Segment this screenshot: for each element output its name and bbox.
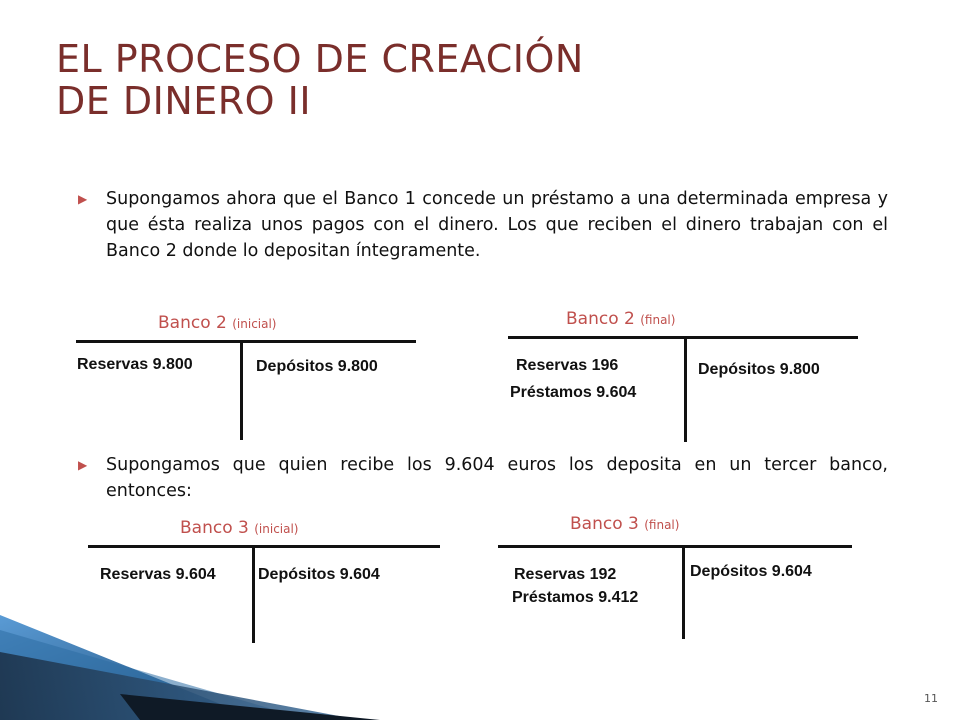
decorative-swoosh [0,590,400,720]
banco3-final-qualifier: (final) [644,518,680,532]
slide-title-line2: DE DINERO II [56,79,312,123]
banco3-final-vline [682,545,685,639]
bullet-arrow-icon: ▶ [78,458,88,472]
banco2-inicial-vline [240,340,243,440]
banco3-final-hline [498,545,852,548]
banco2-final-qualifier: (final) [640,313,676,327]
banco3-inicial-asset-0: Reservas 9.604 [100,566,216,583]
banco2-inicial-name: Banco 2 [158,313,227,333]
bullet-text-1: Supongamos ahora que el Banco 1 concede un préstamo a una determinada empresa y que ésta realiza unos pagos con el dinero. Los que reciben el dinero trabajan con el Banco 2 donde lo depositan íntegramente. [106,189,888,261]
banco2-inicial-qualifier: (inicial) [232,317,277,331]
banco2-final-label [566,309,675,329]
banco2-inicial-liability-0: Depósitos 9.800 [256,358,378,375]
bullet-arrow-icon: ▶ [78,192,88,206]
bullet-text-2: Supongamos que quien recibe los 9.604 euros los deposita en un tercer banco, entonces: [106,455,888,501]
banco3-final-name: Banco 3 [570,514,639,534]
banco2-final-asset-0: Reservas 196 [516,357,619,374]
banco3-inicial-name: Banco 3 [180,518,249,538]
swoosh-shadow [120,694,380,720]
banco3-final-liability-0: Depósitos 9.604 [690,563,812,580]
banco2-inicial-label [158,313,277,333]
banco3-inicial-liability-0: Depósitos 9.604 [258,566,380,583]
banco2-final-name: Banco 2 [566,309,635,329]
banco2-inicial-hline [76,340,416,343]
banco2-inicial-asset-0: Reservas 9.800 [77,356,193,373]
banco3-inicial-hline [88,545,440,548]
banco2-final-vline [684,336,687,442]
banco2-final-liability-0: Depósitos 9.800 [698,361,820,378]
banco3-final-asset-1: Préstamos 9.412 [512,589,639,606]
page-number: 11 [924,692,938,705]
banco2-final-asset-1: Préstamos 9.604 [510,384,637,401]
bullet-paragraph-2 [78,452,888,504]
slide-title-line1: EL PROCESO DE CREACIÓN [56,37,584,81]
banco3-final-asset-0: Reservas 192 [514,566,617,583]
banco3-inicial-label [180,518,299,538]
banco2-final-hline [508,336,858,339]
slide-title [56,38,584,122]
bullet-paragraph-1 [78,186,888,264]
banco3-inicial-qualifier: (inicial) [254,522,299,536]
banco3-final-label [570,514,679,534]
